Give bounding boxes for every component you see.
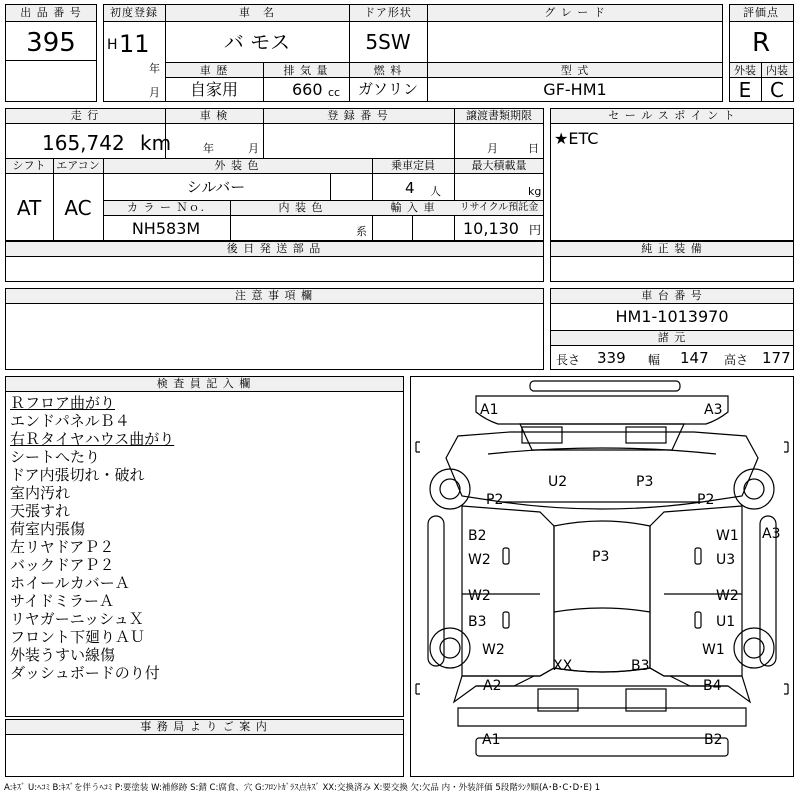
mark-w1-right-2: W1: [702, 642, 725, 658]
inspector-item: Ｒフロア曲がり: [10, 394, 116, 412]
inspection-month-unit: 月: [248, 142, 259, 155]
interior-label: 内装: [766, 64, 788, 77]
mark-u2: U2: [548, 474, 568, 490]
int-color-suffix: 系: [356, 225, 367, 238]
exterior-grade: E: [738, 78, 752, 102]
inspector-item: 右Ｒタイヤハウス曲がり: [10, 430, 175, 448]
shift-label: シフト: [12, 159, 46, 172]
width-label: 幅: [648, 353, 661, 367]
model-value: GF-HM1: [543, 80, 607, 99]
car-name-label: 車 名: [239, 6, 275, 19]
mark-b2-bottom: B2: [704, 732, 723, 748]
lot-label: 出 品 番 号: [20, 6, 82, 19]
mark-p2-right: P2: [697, 492, 715, 508]
office-label: 事 務 局 よ り ご 案 内: [140, 720, 268, 733]
year-unit: 年: [149, 62, 160, 75]
mark-a3-right: A3: [762, 526, 781, 542]
inspector-item: バックドアＰ２: [10, 556, 115, 574]
inspector-item: ドア内張切れ・破れ: [10, 466, 145, 484]
inspector-item: エンドパネルＢ４: [10, 412, 130, 430]
inspector-item: フロント下廻りＡＵ: [10, 628, 146, 646]
model-label: 型 式: [560, 64, 590, 77]
displacement-label: 排 気 量: [283, 64, 329, 77]
length-label: 長さ: [556, 353, 581, 367]
fuel-value: ガソリン: [357, 80, 419, 98]
notes-label: 注 意 事 項 欄: [235, 289, 313, 302]
width-value: 147: [680, 349, 709, 367]
mark-a1-bottom: A1: [482, 732, 501, 748]
length-value: 339: [597, 349, 626, 367]
mark-p3-front: P3: [636, 474, 654, 490]
ext-color-value: シルバー: [186, 178, 246, 196]
mark-w2-left-2: W2: [468, 588, 491, 604]
max-load-label: 最大積載量: [471, 159, 527, 172]
windshield-shape: [520, 424, 684, 450]
month-unit: 月: [149, 86, 160, 99]
rear-left-wheel-shape: [430, 628, 470, 668]
transfer-label: 譲渡書類期限: [466, 109, 532, 122]
rating-label: 評価点: [743, 6, 779, 19]
mileage-unit: km: [140, 131, 172, 155]
inspector-item: 天張すれ: [10, 502, 71, 520]
inspector-item: 左リヤドアＰ２: [10, 538, 115, 556]
front-right-wheel-shape: [734, 469, 774, 509]
height-label: 高さ: [724, 353, 749, 367]
roof-shape: [554, 521, 650, 672]
era: H: [107, 37, 118, 53]
chassis-number: HM1-1013970: [615, 307, 729, 326]
inspection-year-unit: 年: [203, 142, 214, 155]
shift-value: AT: [16, 196, 42, 220]
exterior-label: 外装: [734, 64, 756, 77]
spec-label: 諸 元: [657, 331, 687, 344]
capacity-unit: 人: [430, 185, 441, 198]
max-load-unit: kg: [528, 185, 542, 198]
ac-label: エアコン: [56, 159, 100, 172]
recycle-unit: 円: [529, 223, 542, 237]
inspector-item: リヤガーニッシュＸ: [10, 610, 144, 628]
mark-a1-top: A1: [480, 402, 499, 418]
inspector-item: シートへたり: [10, 448, 101, 466]
mark-w2-right: W2: [716, 588, 739, 604]
color-no-label: カ ラ ー Ｎｏ.: [127, 201, 205, 214]
interior-grade: C: [770, 78, 784, 102]
door-label: ドア形状: [364, 6, 412, 19]
front-bumper-shape: [530, 381, 680, 391]
ac-value: AC: [64, 196, 92, 220]
inspector-label: 検 査 員 記 入 欄: [156, 377, 252, 390]
import-label: 輸 入 車: [390, 201, 436, 214]
mark-u3: U3: [716, 552, 736, 568]
rear-right-wheel-shape: [734, 628, 774, 668]
mileage-label: 走 行: [70, 109, 100, 122]
inspection-label: 車 検: [199, 109, 229, 122]
mileage-value: 165,742: [42, 131, 125, 155]
mark-b4: B4: [703, 678, 722, 694]
inspector-item: 荷室内張傷: [10, 520, 86, 538]
later-parts-label: 後 日 発 送 部 品: [226, 242, 322, 255]
car-name: バ モス: [223, 30, 291, 54]
history-value: 自家用: [189, 80, 239, 99]
capacity-label: 乗車定員: [391, 159, 435, 172]
front-panel-shape: [476, 396, 728, 424]
mark-a2: A2: [483, 678, 502, 694]
transfer-month-unit: 月: [487, 142, 498, 155]
first-reg-label: 初度登録: [110, 6, 158, 19]
mark-b3-rear: B3: [631, 658, 650, 674]
displacement-unit: cc: [328, 86, 341, 99]
sales-point-value: ★ETC: [554, 129, 599, 148]
mark-a3-top: A3: [704, 402, 723, 418]
history-label: 車 歴: [199, 64, 229, 77]
right-headlight-shape: [626, 427, 666, 443]
mark-b3-left: B3: [468, 614, 487, 630]
mark-w2-left-1: W2: [468, 552, 491, 568]
car-damage-diagram: [410, 376, 794, 777]
inspector-item: サイドミラーＡ: [10, 592, 114, 610]
inspector-item: ホイールカバーＡ: [10, 574, 130, 592]
height-value: 177: [762, 349, 791, 367]
recycle-label: リサイクル預託金: [459, 202, 539, 213]
color-no-value: NH583M: [131, 219, 201, 238]
inspector-item: 室内汚れ: [10, 484, 71, 502]
mark-w1-right: W1: [716, 528, 739, 544]
transfer-day-unit: 日: [528, 142, 539, 155]
mark-p3-roof: P3: [592, 549, 610, 565]
reg-no-label: 登 録 番 号: [327, 109, 389, 122]
front-left-wheel-shape: [430, 469, 470, 509]
fuel-label: 燃 料: [373, 64, 403, 77]
mark-u1: U1: [716, 614, 736, 630]
mark-b2-left: B2: [468, 528, 487, 544]
rear-bumper-shape: [476, 738, 728, 756]
genuine-label: 純 正 装 備: [641, 242, 703, 255]
rating-value: R: [751, 28, 771, 58]
year: 11: [119, 30, 150, 58]
inspector-item: ダッシュボードのり付: [10, 664, 160, 682]
door-type: 5SW: [365, 30, 411, 54]
lot-number: 395: [26, 28, 76, 58]
recycle-fee: 10,130: [463, 219, 519, 238]
chassis-label: 車 台 番 号: [641, 289, 703, 302]
inspector-item: 外装うすい線傷: [10, 646, 116, 664]
capacity-value: 4: [405, 179, 415, 197]
mark-w2-left-3: W2: [482, 642, 505, 658]
footer-legend: A:ｷｽﾞ U:ﾍｺﾐ B:ｷｽﾞを伴うﾍｺﾐ P:要塗装 W:補修跡 S:錆 C:腐食、穴 G:ﾌﾛﾝﾄｶﾞﾗｽ点ｷｽﾞ XX:交換済み X:要交換 欠:欠品 内・外装評価 5段階ﾗﾝｸ順(A･B･C･D･E) 1: [4, 783, 601, 793]
displacement-value: 660: [292, 80, 323, 99]
int-color-label: 内 装 色: [278, 201, 324, 214]
mark-p2-left: P2: [486, 492, 504, 508]
mark-xx: XX: [553, 658, 573, 674]
rear-panel-shape: [458, 708, 746, 726]
ext-color-label: 外 装 色: [214, 159, 260, 172]
sales-point-label: セ ー ル ス ポ イ ン ト: [608, 109, 736, 122]
grade-label: グ レ ー ド: [544, 6, 606, 19]
